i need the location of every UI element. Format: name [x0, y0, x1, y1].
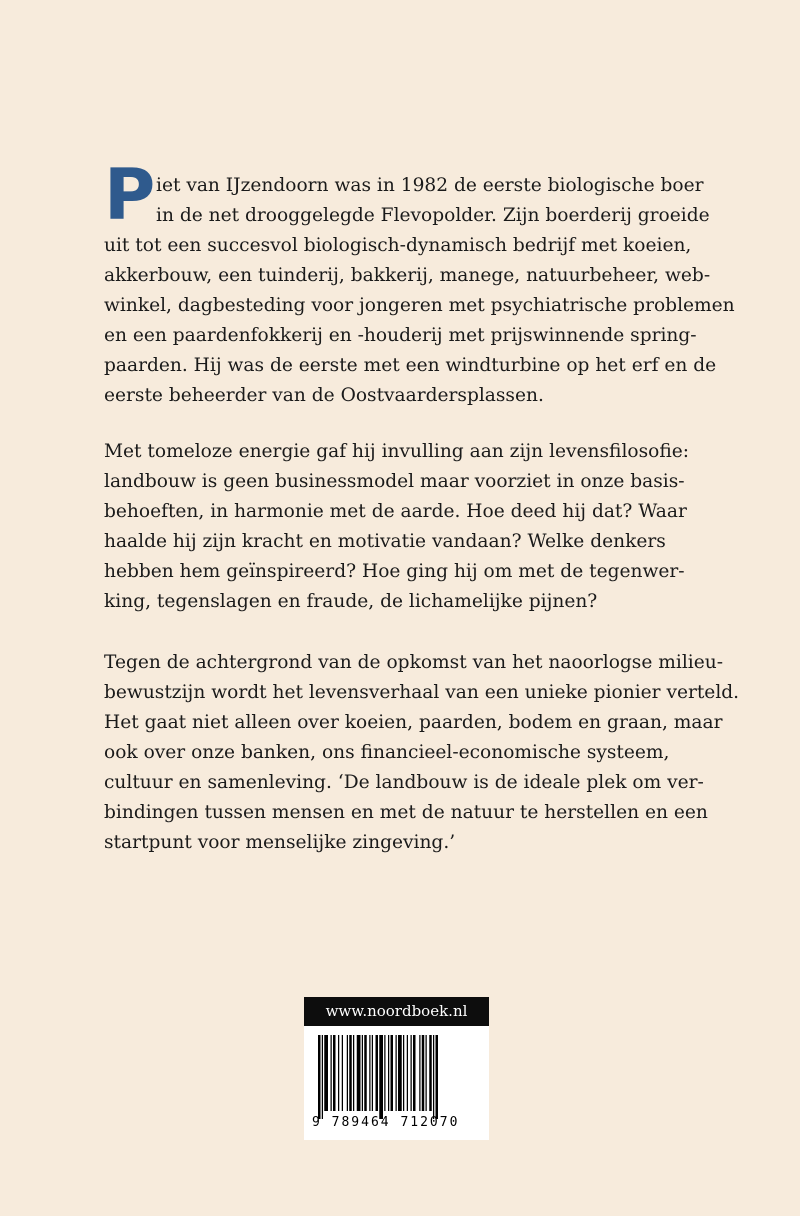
barcode-bar — [357, 1035, 361, 1111]
barcode-bar — [396, 1035, 397, 1111]
barcode-bar — [324, 1035, 328, 1111]
text-line: behoeften, in harmonie met de aarde. Hoe deed hij dat? Waar — [104, 501, 687, 522]
barcode-bar — [349, 1035, 352, 1111]
barcode-bar — [333, 1035, 336, 1111]
barcode-bar — [372, 1035, 373, 1111]
barcode-bar — [411, 1035, 412, 1111]
text-line: Het gaat niet alleen over koeien, paarden, bodem en graan, maar — [104, 712, 723, 733]
text-line: landbouw is geen businessmodel maar voorziet in onze basis- — [104, 471, 685, 492]
paragraph-1 — [104, 171, 735, 411]
text-line: uit tot een succesvol biologisch-dynamisch bedrijf met koeien, — [104, 235, 692, 256]
paragraph-3 — [104, 648, 740, 858]
text-line: ook over onze banken, ons financieel-economische systeem, — [104, 742, 670, 763]
barcode-bar — [342, 1035, 343, 1111]
barcode-bar — [391, 1035, 394, 1111]
text-line: paarden. Hij was de eerste met een windturbine op het erf en de — [104, 355, 717, 376]
text-line: haalde hij zijn kracht en motivatie vandaan? Welke denkers — [104, 531, 666, 552]
text-line: hebben hem geïnspireerd? Hoe ging hij om met de tegenwer- — [104, 561, 685, 582]
dropcap-letter: P — [104, 154, 156, 236]
barcode-bar — [426, 1035, 427, 1111]
barcode-bar — [353, 1035, 354, 1111]
barcode-bar — [364, 1035, 367, 1111]
barcode-bar — [398, 1035, 402, 1111]
barcode-bar — [362, 1035, 363, 1111]
paragraph-2 — [104, 437, 704, 617]
text-line: akkerbouw, een tuinderij, bakkerij, manege, natuurbeheer, web- — [104, 265, 711, 286]
barcode-bar — [433, 1035, 434, 1119]
barcode-bar — [407, 1035, 408, 1111]
barcode-bar — [403, 1035, 404, 1111]
publisher-website: www.noordboek.nl — [304, 997, 489, 1026]
isbn-number: 9 789464 712070 — [312, 1115, 460, 1130]
barcode-bar — [384, 1035, 385, 1111]
text-line: in de net drooggelegde Flevopolder. Zijn boerderij groeide — [156, 205, 710, 226]
text-line: king, tegenslagen en fraude, de lichamelijke pijnen? — [104, 591, 598, 612]
barcode-bar — [429, 1035, 432, 1111]
barcode-bar — [322, 1035, 323, 1119]
barcode-bar — [419, 1035, 420, 1111]
barcode-bar — [347, 1035, 348, 1111]
text-line: iet van IJzendoorn was in 1982 de eerste biologische boer — [156, 175, 704, 196]
text-line: winkel, dagbesteding voor jongeren met psychiatrische problemen — [104, 295, 735, 316]
barcode-bar — [422, 1035, 425, 1111]
text-line: startpunt voor menselijke zingeving.’ — [104, 832, 456, 853]
barcode — [304, 1026, 489, 1140]
barcode-bar — [376, 1035, 379, 1111]
text-line: bindingen tussen mensen en met de natuur te herstellen en een — [104, 802, 708, 823]
text-line: cultuur en samenleving. ‘De landbouw is de ideale plek om ver- — [104, 772, 704, 793]
text-line: bewustzijn wordt het levensverhaal van een unieke pionier verteld. — [104, 682, 740, 703]
barcode-bar — [338, 1035, 339, 1111]
barcode-bar — [436, 1035, 439, 1119]
text-line: en een paardenfokkerij en -houderij met prijswinnende spring- — [104, 325, 697, 346]
barcode-bar — [388, 1035, 389, 1111]
barcode-bar — [413, 1035, 416, 1111]
text-line: Met tomeloze energie gaf hij invulling aan zijn levensfilosofie: — [104, 441, 689, 462]
barcode-bar — [331, 1035, 332, 1111]
text-line: Tegen de achtergrond van de opkomst van het naoorlogse milieu- — [104, 652, 723, 673]
barcode-bar — [369, 1035, 370, 1111]
barcode-bar — [379, 1035, 383, 1119]
text-line: eerste beheerder van de Oostvaardersplassen. — [104, 385, 544, 406]
barcode-bars-icon — [314, 1035, 480, 1119]
barcode-bar — [318, 1035, 321, 1119]
